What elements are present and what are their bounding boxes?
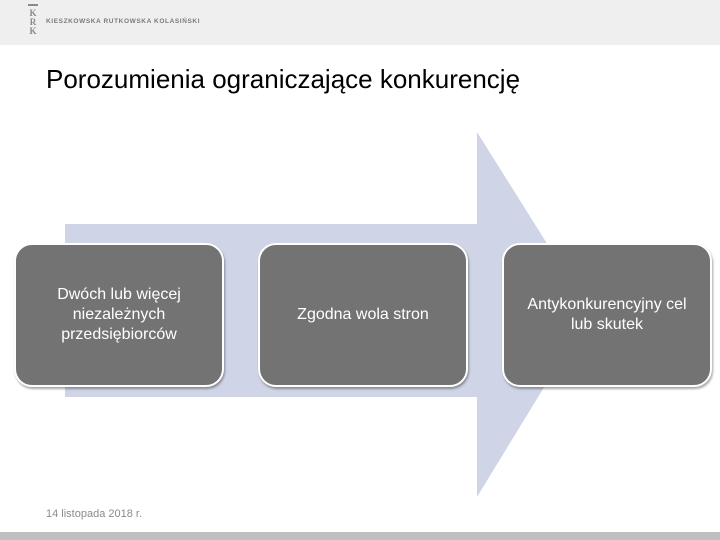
step-label-2: Zgodna wola stron — [297, 306, 429, 323]
step-box-2 — [258, 243, 468, 387]
firm-name: KIESZKOWSKA RUTKOWSKA KOLASIŃSKI — [46, 18, 201, 25]
footer-date: 14 listopada 2018 r. — [46, 508, 143, 520]
step-box-1 — [14, 243, 224, 387]
logo-letter-r: R — [29, 17, 37, 27]
logo-letter-k1: K — [29, 8, 37, 18]
slide-title: Porozumienia ograniczające konkurencję — [46, 64, 521, 94]
bottom-band — [0, 532, 720, 540]
step-box-3 — [502, 243, 712, 387]
logo-letter-k2: K — [29, 26, 37, 36]
step-label-3: Antykonkurencyjny cel lub skutek — [527, 296, 687, 333]
step-label-1: Dwóch lub więcej niezależnych przedsiębiorców — [57, 286, 181, 343]
